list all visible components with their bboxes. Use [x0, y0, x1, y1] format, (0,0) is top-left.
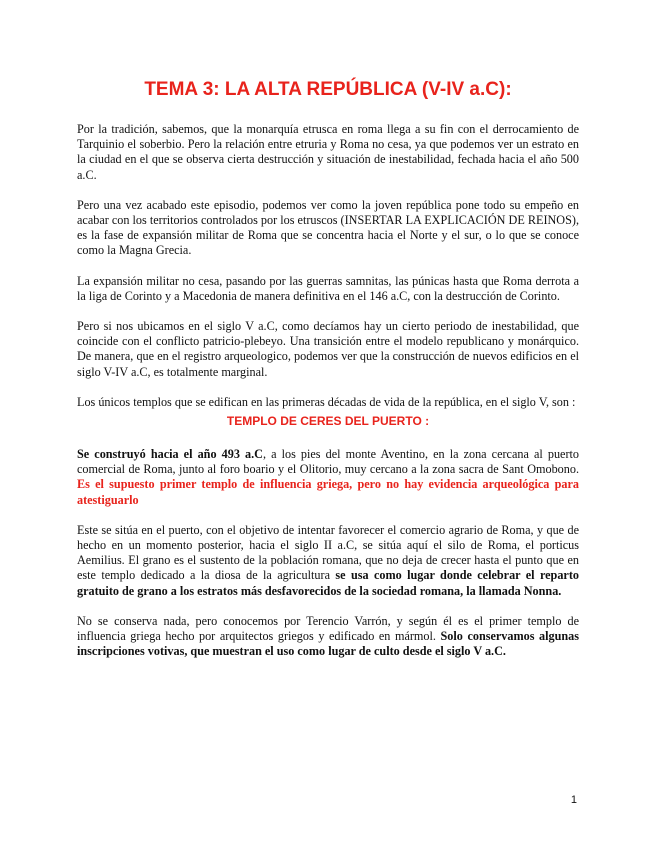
paragraph-8 [77, 614, 579, 660]
p7-bold: se usa como lugar donde celebrar el reparto gratuito de grano a los estratos más desfavorecidos de la sociedad romana, la llamada Nonna. [77, 568, 579, 598]
p8-text: No se conserva nada, pero conocemos por Terencio Varrón, y según él es el primer templo de influencia griega hecho por arquitectos griegos y edificado en mármol. [77, 613, 579, 644]
paragraph-3: La expansión militar no cesa, pasando por las guerras samnitas, las púnicas hasta que Roma derrota a la liga de Corinto y a Macedonia de manera definitiva en el 146 a.C, con la destrucción de Corinto. [77, 273, 579, 303]
p6-text: , a los pies del monte Aventino, en la zona cercana al puerto comercial de Roma, junto al foro boario y el Olitorio, muy cercano a la zona sacra de Sant Omobono. [77, 447, 579, 477]
p7-text: Este se sitúa en el puerto, con el objetivo de intentar favorecer el comercio agrario de Roma, y que de hecho en un momento posterior, hacia el siglo II a.C, se sitúa aquí el silo de Roma, el porticus Aemilius. El grano es el sustento de la población romana, que no deja de crecer hasta el punto que en este templo dedicado a la diosa de la agricultura [77, 522, 579, 583]
page-number: 1 [570, 794, 577, 806]
p6-bold-start: Se construyó hacia el año 493 a.C [77, 447, 263, 462]
paragraph-4: Pero si nos ubicamos en el siglo V a.C, como decíamos hay un cierto periodo de inestabilidad, que coincide con el conflicto patricio-plebeyo. Una transición entre el modelo republicano y monárquico. De manera, que en el registro arqueologico, podemos ver que la construcción de nuevos edificios en el siglo V-IV a.C, es totalmente marginal. [77, 319, 579, 379]
paragraph-2: Pero una vez acabado este episodio, podemos ver como la joven república pone todo su empeño en acabar con los territorios controlados por los etruscos (INSERTAR LA EXPLICACIÓN DE REINOS), es la fase de expansión militar de Roma que se concentra hacia el Norte y el sur, o lo que se conoce como la Magna Grecia. [77, 197, 579, 258]
paragraph-1: Por la tradición, sabemos, que la monarquía etrusca en roma llega a su fin con el derrocamiento de Tarquinio el soberbio. Pero la relación entre etruria y Roma no cesa, ya que podemos ver un estrato en la ciudad en el que se observa cierta destrucción y situación de inestabilidad, fechada hacia el año 500 a.C. [77, 122, 579, 182]
p8-bold: Solo conservamos algunas inscripciones votivas, que muestran el uso como lugar de culto desde el siglo V a.C. [77, 629, 580, 659]
paragraph-5: Los únicos templos que se edifican en las primeras décadas de vida de la república, en el siglo V, son : [77, 394, 576, 409]
paragraph-7 [77, 523, 579, 599]
p6-red-highlight: Es el supuesto primer templo de influencia griega, pero no hay evidencia arqueológica para atestiguarlo [77, 477, 579, 507]
document-title: TEMA 3: LA ALTA REPÚBLICA (V-IV a.C): [144, 79, 512, 100]
section-heading-templo-ceres: TEMPLO DE CERES DEL PUERTO : [226, 414, 430, 429]
document-page [77, 78, 579, 674]
paragraph-6 [77, 447, 579, 508]
